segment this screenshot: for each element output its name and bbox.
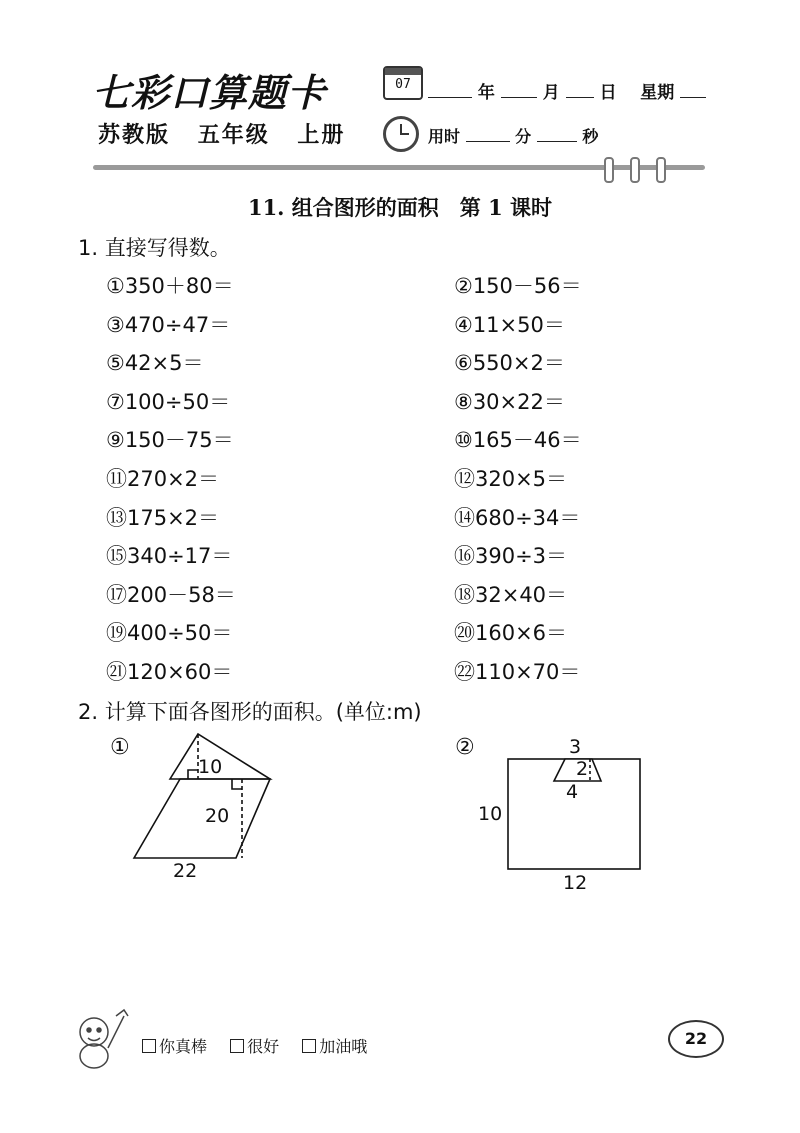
feedback-option-good-label: 很好 — [247, 1037, 280, 1056]
month-blank[interactable] — [501, 83, 537, 98]
edition-publisher: 苏教版 — [98, 123, 171, 148]
clock-icon — [383, 116, 419, 152]
figure1-base-label: 22 — [173, 860, 198, 882]
minute-label: 分 — [515, 127, 532, 146]
problem-item: ④11×50＝ — [454, 312, 565, 337]
problem-item: ⑤42×5＝ — [106, 351, 204, 376]
day-label: 日 — [599, 83, 617, 103]
minute-blank[interactable] — [466, 127, 510, 142]
feedback-option-great-label: 你真棒 — [159, 1037, 208, 1056]
figure1-parallelogram — [134, 779, 270, 858]
edition-grade: 五年级 — [197, 123, 270, 148]
figure2-trap-height-label: 2 — [576, 758, 589, 780]
figure2-rect-width-label: 12 — [563, 872, 588, 894]
calendar-number: 07 — [395, 77, 411, 92]
problem-item: ⑳160×6＝ — [454, 621, 568, 646]
feedback-options — [142, 1034, 385, 1057]
figure2-rect-height-label: 10 — [478, 803, 503, 825]
figure1-tri-height-label: 10 — [198, 756, 223, 778]
section1-title: 1. 直接写得数。 — [78, 236, 231, 260]
year-blank[interactable] — [428, 83, 472, 98]
problem-item: ㉑120×60＝ — [106, 660, 233, 684]
figure2-top-label: 3 — [569, 736, 582, 758]
figure2-label: ② — [455, 735, 475, 760]
problem-item: ⑪270×2＝ — [106, 467, 220, 491]
problem-item: ⑥550×2＝ — [454, 351, 565, 376]
problem-item: ③470÷47＝ — [106, 312, 231, 337]
edition-info — [98, 118, 363, 149]
feedback-option-great[interactable] — [142, 1037, 207, 1056]
second-label: 秒 — [582, 127, 599, 146]
day-blank[interactable] — [566, 83, 594, 98]
problem-item: ⑰200－58＝ — [106, 582, 236, 607]
problem-item: ⑫320×5＝ — [454, 467, 568, 491]
problem-item: ⑩165－46＝ — [454, 428, 582, 453]
problem-item: ⑦100÷50＝ — [106, 389, 231, 414]
section2-title: 2. 计算下面各图形的面积。(单位:m) — [78, 700, 422, 724]
calendar-icon — [383, 66, 423, 100]
mascot-illustration — [66, 1008, 132, 1072]
figure2-bottom-label: 4 — [566, 781, 579, 803]
problem-item: ⑲400÷50＝ — [106, 621, 233, 646]
problem-item: ②150－56＝ — [454, 274, 582, 298]
problem-item: ⑧30×22＝ — [454, 389, 565, 414]
brand-title: 七彩口算题卡 — [92, 70, 327, 115]
problem-item: ⑯390÷3＝ — [454, 544, 568, 569]
month-label: 月 — [542, 83, 560, 103]
lesson-title: 11. 组合图形的面积 第 1 课时 — [247, 195, 553, 220]
figure1-right-angle-2 — [232, 779, 242, 789]
time-used-label: 用时 — [428, 127, 461, 146]
weekday-label: 星期 — [640, 83, 675, 103]
problem-item: ⑭680÷34＝ — [454, 505, 581, 530]
problem-item: ㉒110×70＝ — [454, 660, 581, 684]
problem-item: ⑨150－75＝ — [106, 428, 234, 453]
feedback-option-good[interactable] — [230, 1037, 279, 1056]
problem-item: ⑱32×40＝ — [454, 582, 568, 607]
feedback-option-keep-going-label: 加油哦 — [319, 1037, 368, 1056]
page-number: 22 — [668, 1020, 724, 1058]
date-fields — [428, 78, 706, 103]
feedback-option-keep-going[interactable] — [302, 1037, 367, 1056]
figure1-label: ① — [110, 735, 130, 760]
problem-item: ⑮340÷17＝ — [106, 544, 233, 569]
year-label: 年 — [477, 83, 495, 103]
second-blank[interactable] — [537, 127, 577, 142]
problem-item: ⑬175×2＝ — [106, 505, 220, 530]
problem-item: ①350＋80＝ — [106, 274, 234, 298]
time-fields — [428, 124, 598, 147]
figure2-diagram — [500, 745, 650, 875]
edition-volume: 上册 — [297, 123, 346, 148]
figure1-para-height-label: 20 — [205, 805, 230, 827]
weekday-blank[interactable] — [680, 83, 706, 98]
figure1-right-angle-1 — [188, 770, 198, 779]
